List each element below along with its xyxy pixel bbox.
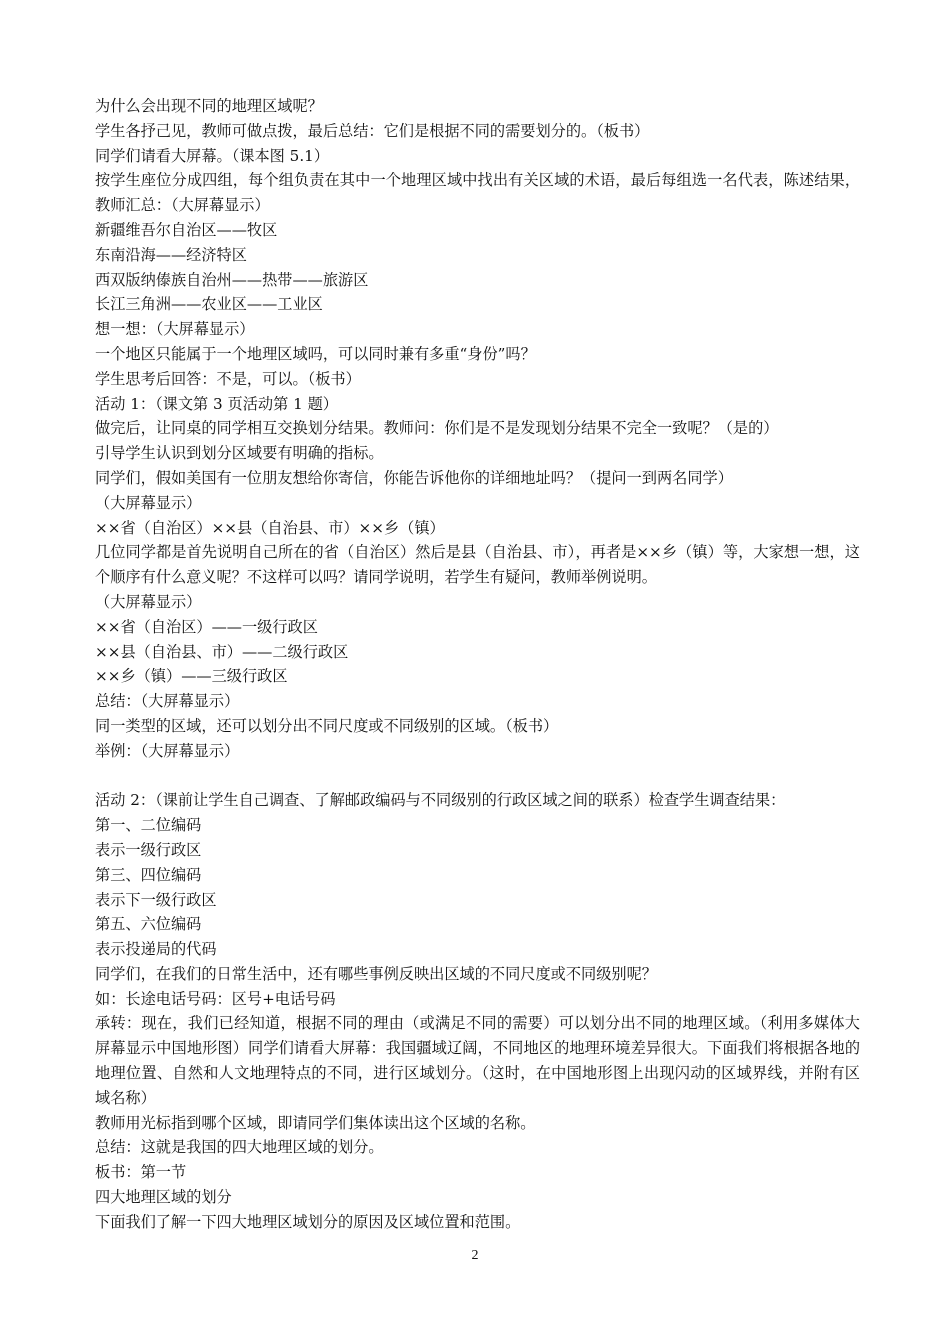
text-line: 表示投递局的代码 — [95, 940, 217, 959]
text-line: 活动 1：（课文第 3 页活动第 1 题） — [95, 394, 338, 413]
text-line: 四大地理区域的划分 — [95, 1188, 232, 1207]
text-line: ××省（自治区）——一级行政区 — [95, 617, 318, 636]
text-line: 下面我们了解一下四大地理区域划分的原因及区域位置和范围。 — [95, 1212, 521, 1231]
text-line: ××县（自治县、市）——二级行政区 — [95, 642, 349, 661]
text-line: 引导学生认识到划分区域要有明确的指标。 — [95, 444, 384, 463]
text-line: 总结：（大屏幕显示） — [95, 692, 240, 711]
text-line: 为什么会出现不同的地理区域呢？ — [95, 97, 323, 115]
text-line: 一个地区只能属于一个地理区域吗，可以同时兼有多重“身份”吗？ — [95, 344, 536, 363]
text-line: 举例：（大屏幕显示） — [95, 741, 240, 760]
text-line: 做完后，让同桌的同学相互交换划分结果。教师问：你们是不是发现划分结果不完全一致呢？（是的） — [95, 419, 779, 438]
text-line: 板书：第一节 — [95, 1163, 187, 1182]
page-number: 2 — [471, 1248, 479, 1263]
text-line: 学生各抒己见，教师可做点拨，最后总结：它们是根据不同的需要划分的。（板书） — [95, 121, 650, 140]
text-line: 第五、六位编码 — [95, 915, 202, 934]
text-line: 同学们，假如美国有一位朋友想给你寄信，你能告诉他你的详细地址吗？（提问一到两名同学） — [95, 468, 733, 487]
text-line: 同学们，在我们的日常生活中，还有哪些事例反映出区域的不同尺度或不同级别呢？ — [95, 964, 657, 983]
text-line: 学生思考后回答：不是，可以。（板书） — [95, 369, 361, 388]
text-paragraph: 承转：现在，我们已经知道，根据不同的理由（或满足不同的需要）可以划分出不同的地理区域。（利用多媒体大屏幕显示中国地形图）同学们请看大屏幕：我国疆域辽阔，不同地区的地理环境差异很大。下面我们将根据各地的地理位置、自然和人文地理特点的不同，进行区域划分。（这时，在中国地形图上出现闪动的区域界线，并附有区域名称） — [95, 1014, 860, 1107]
text-line: 想一想：（大屏幕显示） — [95, 320, 255, 339]
text-line: 同一类型的区域，还可以划分出不同尺度或不同级别的区域。（板书） — [95, 716, 559, 735]
text-line: ××省（自治区）××县（自治县、市）××乡（镇） — [95, 518, 445, 537]
text-paragraph: 几位同学都是首先说明自己所在的省（自治区）然后是县（自治县、市），再者是××乡（镇）等，大家想一想，这个顺序有什么意义呢？不这样可以吗？请同学说明，若学生有疑问，教师举例说明。 — [95, 543, 860, 587]
text-paragraph: 按学生座位分成四组，每个组负责在其中一个地理区域中找出有关区域的术语，最后每组选一名代表，陈述结果，教师汇总：（大屏幕显示） — [95, 171, 860, 215]
text-line: 活动 2：（课前让学生自己调查、了解邮政编码与不同级别的行政区域之间的联系）检查学生调查结果： — [95, 791, 786, 810]
document-body — [95, 94, 860, 1235]
text-line: 表示一级行政区 — [95, 840, 202, 859]
text-line: 同学们请看大屏幕。（课本图 5.1） — [95, 146, 330, 165]
text-line: ××乡（镇）——三级行政区 — [95, 667, 288, 686]
text-line: 教师用光标指到哪个区域，即请同学们集体读出这个区域的名称。 — [95, 1113, 536, 1132]
blank-line — [95, 764, 860, 789]
text-line: 如：长途电话号码：区号+电话号码 — [95, 989, 336, 1008]
text-line: 表示下一级行政区 — [95, 890, 217, 909]
text-line: 第一、二位编码 — [95, 816, 202, 835]
text-line: 西双版纳傣族自治州——热带——旅游区 — [95, 270, 369, 289]
text-line: （大屏幕显示） — [95, 592, 202, 611]
text-line: 第三、四位编码 — [95, 865, 202, 884]
text-line: 总结：这就是我国的四大地理区域的划分。 — [95, 1138, 384, 1157]
text-line: 长江三角洲——农业区——工业区 — [95, 295, 323, 314]
text-line: （大屏幕显示） — [95, 493, 202, 512]
text-line: 东南沿海——经济特区 — [95, 245, 247, 264]
text-line: 新疆维吾尔自治区——牧区 — [95, 220, 278, 239]
